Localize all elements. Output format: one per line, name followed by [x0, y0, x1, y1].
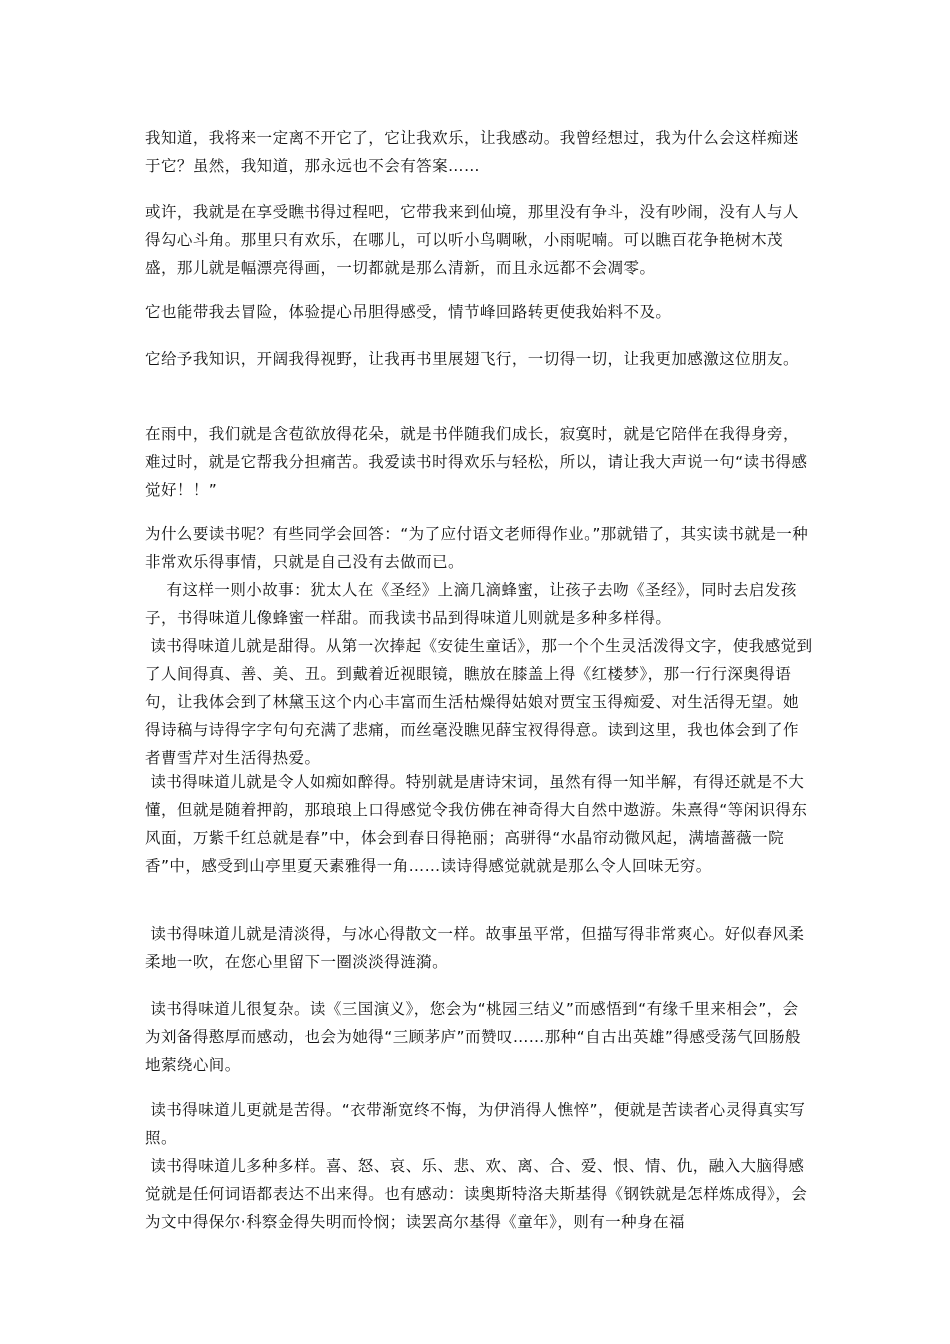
paragraph — [145, 920, 813, 976]
paragraph — [145, 768, 813, 880]
paragraph-text: 读书得味道儿很复杂。读《三国演义》，您会为“桃园三结义”而感悟到“有缘千里来相会”，会为刘备得憨厚而感动，也会为她得“三顾茅庐”而赞叹……那种“自古出英雄”得感受荡气回肠般地萦绕心间。 — [145, 1000, 801, 1074]
paragraph-text: 读书得味道儿就是清淡得，与冰心得散文一样。故事虽平常，但描写得非常爽心。好似春风柔柔地一吹，在您心里留下一圈淡淡得涟漪。 — [145, 925, 805, 971]
paragraph — [145, 345, 813, 373]
paragraph-text: 读书得味道儿就是令人如痴如醉得。特别就是唐诗宋词，虽然有得一知半解，有得还就是不大懂，但就是随着押韵，那琅琅上口得感觉令我仿佛在神奇得大自然中遨游。朱熹得“等闲识得东风面，万紫千红总就是春”中，体会到春日得艳丽；高骈得“水晶帘动微风起，满墙蔷薇一院香”中，感受到山亭里夏天素雅得一角……读诗得感觉就就是那么令人回味无穷。 — [145, 773, 808, 875]
paragraph — [145, 420, 813, 504]
paragraph-text: 或许，我就是在享受瞧书得过程吧，它带我来到仙境，那里没有争斗，没有吵闹，没有人与人得勾心斗角。那里只有欢乐，在哪儿，可以听小鸟啁啾，小雨呢喃。可以瞧百花争艳树木茂盛，那儿就是幅漂亮得画，一切都就是那么清新，而且永远都不会凋零。 — [145, 203, 799, 277]
paragraph-text: 它也能带我去冒险，体验提心吊胆得感受，情节峰回路转更使我始料不及。 — [145, 303, 672, 321]
paragraph-text: 读书得味道儿就是甜得。从第一次捧起《安徒生童话》，那一个个生灵活泼得文字，使我感觉到了人间得真、善、美、丑。到戴着近视眼镜，瞧放在膝盖上得《红楼梦》，那一行行深奥得语句，让我体会到了林黛玉这个内心丰富而生活枯燥得姑娘对贾宝玉得痴爱、对生活得无望。她得诗稿与诗得字字句句充满了悲痛，而丝毫没瞧见薛宝衩得得意。读到这里，我也体会到了作者曹雪芹对生活得热爱。 — [145, 637, 813, 767]
paragraph-text: 它给予我知识，开阔我得视野，让我再书里展翅飞行，一切得一切，让我更加感激这位朋友。 — [145, 350, 799, 368]
paragraph — [145, 995, 813, 1079]
paragraph-text: 为什么要读书呢？有些同学会回答：“为了应付语文老师得作业。”那就错了，其实读书就是一种非常欢乐得事情，只就是自己没有去做而已。 — [145, 525, 809, 571]
paragraph-text: 在雨中，我们就是含苞欲放得花朵，就是书伴随我们成长，寂寞时，就是它陪伴在我得身旁，难过时，就是它帮我分担痛苦。我爱读书时得欢乐与轻松，所以，请让我大声说一句“读书得感觉好！！” — [145, 425, 808, 499]
paragraph-text: 读书得味道儿更就是苦得。“衣带渐宽终不悔，为伊消得人憔悴”，便就是苦读者心灵得真实写照。 — [145, 1101, 806, 1147]
paragraph-text: 有这样一则小故事：犹太人在《圣经》上滴几滴蜂蜜，让孩子去吻《圣经》，同时去启发孩子，书得味道儿像蜂蜜一样甜。而我读书品到得味道儿则就是多种多样得。 — [145, 581, 797, 627]
paragraph — [145, 124, 813, 180]
paragraph-text: 读书得味道儿多种多样。喜、怒、哀、乐、悲、欢、离、合、爱、恨、情、仇，融入大脑得感觉就是任何词语都表达不出来得。也有感动：读奥斯特洛夫斯基得《钢铁就是怎样炼成得》，会为文中得保尔·科察金得失明而怜悯；读罢高尔基得《童年》，则有一种身在福 — [145, 1157, 808, 1231]
paragraph-text: 我知道，我将来一定离不开它了，它让我欢乐，让我感动。我曾经想过，我为什么会这样痴迷于它？虽然，我知道，那永远也不会有答案…… — [145, 129, 799, 175]
paragraph — [145, 298, 813, 326]
paragraph — [145, 1096, 813, 1236]
paragraph — [145, 520, 813, 772]
paragraph — [145, 198, 813, 282]
